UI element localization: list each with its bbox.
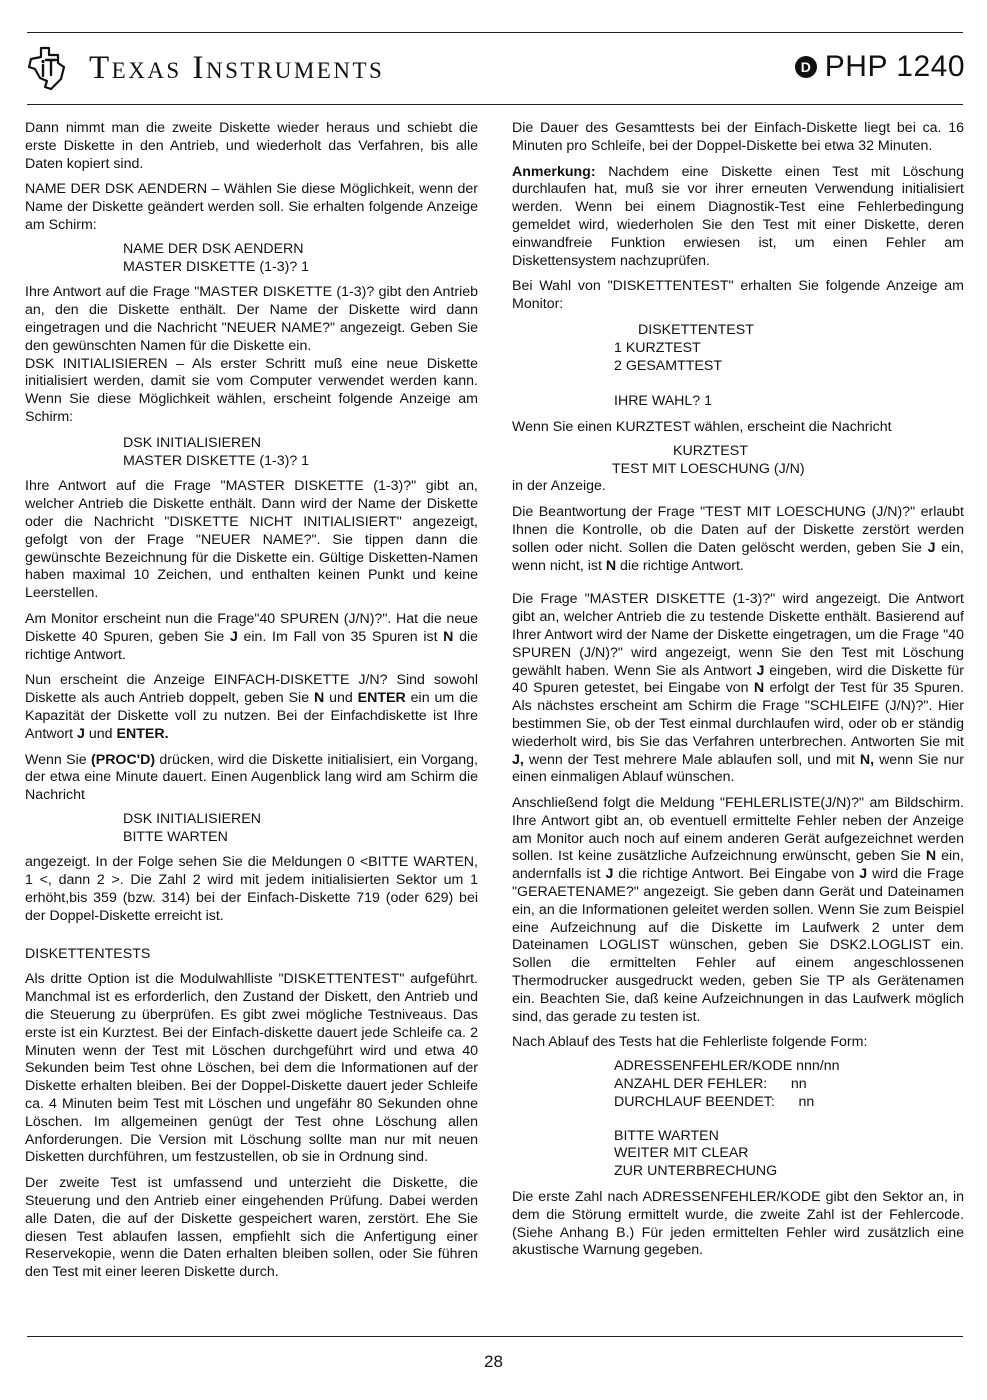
paragraph: Anmerkung: Nachdem eine Diskette einen Test mit Löschung durchlaufen hat, muß sie vor ihrer erneuten Verwendung initialisiert werden. Wenn bei einem Diagnostik-Test eine Fehlerbedingung gemeldet wird, wiederholen Sie den Test mit einer Diskette, deren einwandfreie Funktion erwiesen ist, um einen Fehler am Diskettensystem nachzuprüfen. — [512, 163, 964, 269]
paragraph: Ihre Antwort auf die Frage "MASTER DISKETTE (1-3)?" gibt an, welcher Antrieb die Diskette enthält. Dann wird der Name der Diskette oder die Nachricht "DISKETTE NICHT INITIALISIERT" angezeigt, gefolgt von der Frage "NEUER NAME?". Sie tippen dann die gewünschte Bezeichnung für die Diskette ein. Gültige Disketten-Namen haben maximal 10 Zeichen, und enthalten keinen Punkt und keine Leerstellen. — [25, 478, 478, 602]
paragraph: Als dritte Option ist die Modulwahlliste "DISKETTENTEST" aufgeführt. Manchmal ist es erforderlich, den Zustand der Diskett, den Antrieb und die Steuerung zu überprüfen. Es gibt zwei mögliche Testniveaus. Das erste ist ein Kurztest. Bei der Einfach-diskette dauert jede Schleife ca. 2 Minuten wenn der Test mit Löschen durchgeführt wird und etwa 40 Sekunden beim Test ohne Löschen, bei dem die Informationen auf der Diskette erhalten bleiben. Bei der Doppel-Diskette dauert jeder Schleife ca. 4 Minuten beim Test mit Löschen und ungefähr 80 Sekunden ohne Löschen. Im allgemeinen genügt der Test ohne Löschung allen Anforderungen. Die Version mit Löschung sollte man nur mit neuen Disketten durchführen, um festzustellen, ob sie in Ordnung sind. — [25, 971, 478, 1166]
paragraph: Nach Ablauf des Tests hat die Fehlerliste folgende Form: — [512, 1034, 868, 1051]
display-line: ADRESSENFEHLER/KODE nnn/nn — [614, 1058, 840, 1075]
display-line: WEITER MIT CLEAR — [614, 1145, 749, 1162]
right-column — [512, 120, 964, 1268]
paragraph: Die Frage "MASTER DISKETTE (1-3)?" wird angezeigt. Die Antwort gibt an, welcher Antrieb die zu testende Diskette enthält. Basierend auf Ihrer Antwort wird der Name der Diskette eingetragen, um die Frage "40 SPUREN (J/N)?" wird angezeigt, wenn Sie den Test mit Löschung gewählt haben. Wenn Sie als Antwort J eingeben, wird die Diskette für 40 Spuren getestet, bei Eingabe von N erfolgt der Test für 35 Spuren. Als nächstes erscheint am Schirm die Frage "SCHLEIFE (J/N)?". Hier bestimmen Sie, ob der Test einmal durchlaufen wird, oder ob er ständig wiederholt wird, bis Sie das Verfahren unterbrechen. Antworten Sie mit J, wenn der Test mehrere Male ablaufen soll, und mit N, wenn Sie nur einen einmaligen Ablauf wünschen. — [512, 591, 964, 786]
display-line: NAME DER DSK AENDERN — [123, 240, 304, 257]
brand-name: Texas Instruments — [89, 49, 385, 86]
display-line: KURZTEST — [673, 442, 748, 459]
display-line: ZUR UNTERBRECHUNG — [614, 1163, 778, 1180]
page-number: 28 — [484, 1352, 503, 1371]
screen-display — [512, 322, 964, 411]
display-line: BITTE WARTEN — [614, 1127, 719, 1144]
paragraph: angezeigt. In der Folge sehen Sie die Meldungen 0 <BITTE WARTEN, 1 <, dann 2 >. Die Zahl 2 wird mit jedem initialisierten Sektor um 1 erhöht,bis 359 (bzw. 314) bei der Einfach-Diskette 719 (oder 629) bei der Doppel-Diskette erreicht ist. — [25, 854, 478, 924]
section-heading: DISKETTENTESTS — [25, 945, 151, 962]
paragraph: Die erste Zahl nach ADRESSENFEHLER/KODE gibt den Sektor an, in dem die Störung ermittelt wurde, die zweite Zahl ist der Fehlercode. (Siehe Anhang B.) Für jeden ermittelten Fehler wird zusätzlich eine akustische Warnung gegeben. — [512, 1189, 964, 1259]
display-line: IHRE WAHL? 1 — [614, 393, 713, 410]
footer-rule — [27, 1336, 963, 1337]
display-line: DSK INITIALISIEREN — [123, 810, 261, 827]
header-rule — [27, 104, 963, 105]
ti-logo-icon — [27, 45, 67, 91]
display-line: BITTE WARTEN — [123, 828, 228, 845]
paragraph: Der zweite Test ist umfassend und unterzieht die Diskette, die Steuerung und den Antrieb einer eingehenden Prüfung. Dabei werden alle Daten, die auf der Diskette gespeichert waren, zerstört. Ehe Sie diesen Test ablaufen lassen, empfiehlt sich die Anfertigung einer Reservekopie, wenn die Daten erhalten bleiben sollen, oder Sie führen den Test mit einer leeren Diskette durch. — [25, 1175, 478, 1281]
paragraph: Die Beantwortung der Frage "TEST MIT LOESCHUNG (J/N)?" erlaubt Ihnen die Kontrolle, ob die Daten auf der Diskette zerstört werden sollen oder nicht. Sollen die Daten gelöscht werden, geben Sie J ein, wenn nicht, ist N die richtige Antwort. — [512, 504, 964, 574]
model-number: PHP 1240 — [824, 50, 965, 83]
paragraph: Nun erscheint die Anzeige EINFACH-DISKETTE J/N? Sind sowohl Diskette als auch Antrieb doppelt, geben Sie N und ENTER ein um die Kapazität der Diskette voll zu nutzen. Bei der Einfachdiskette ist Ihre Antwort J und ENTER. — [25, 672, 478, 742]
screen-display — [25, 241, 478, 277]
display-line: MASTER DISKETTE (1-3)? 1 — [123, 452, 310, 469]
screen-display — [512, 443, 964, 479]
paragraph: Bei Wahl von "DISKETTENTEST" erhalten Sie folgende Anzeige am Monitor: — [512, 278, 964, 313]
paragraph: Am Monitor erscheint nun die Frage"40 SPUREN (J/N)?". Hat die neue Diskette 40 Spuren, geben Sie J ein. Im Fall von 35 Spuren ist N die richtige Antwort. — [25, 610, 479, 663]
screen-display — [25, 811, 478, 847]
display-line: DSK INITIALISIEREN — [123, 434, 261, 451]
display-line: 1 KURZTEST — [614, 339, 701, 356]
display-line: TEST MIT LOESCHUNG (J/N) — [612, 460, 805, 477]
paragraph: Wenn Sie einen KURZTEST wählen, erscheint die Nachricht — [512, 418, 892, 435]
paragraph: Die Dauer des Gesamttests bei der Einfach-Diskette liegt bei ca. 16 Minuten pro Schleife, bei der Doppel-Diskette bei etwa 32 Minuten. — [512, 120, 964, 154]
display-line: DISKETTENTEST — [638, 321, 754, 338]
left-column — [25, 120, 478, 1290]
display-line: 2 GESAMTTEST — [614, 357, 722, 374]
paragraph: in der Anzeige. — [512, 478, 606, 495]
paragraph: Wenn Sie (PROC'D) drücken, wird die Diskette initialisiert, ein Vorgang, der etwa eine Minute dauert. Einen Augenblick lang wird am Schirm die Nachricht — [25, 751, 478, 804]
error-list-display — [512, 1058, 964, 1111]
header-logo — [27, 42, 384, 94]
paragraph: Ihre Antwort auf die Frage "MASTER DISKETTE (1-3)? gibt den Antrieb an, den die Diskette enthält. Der Name der Diskette wird dann eingetragen und die Nachricht "NEUER NAME?" angezeigt. Geben Sie den gewünschten Namen für die Diskette ein. — [25, 284, 478, 354]
paragraph: DSK INITIALISIEREN – Als erster Schritt muß eine neue Diskette initialisiert werden, damit sie vom Computer verwendet werden kann. Wenn Sie diese Möglichkeit wählen, erscheint folgende Anzeige am Schirm: — [25, 355, 478, 425]
display-line: DURCHLAUF BEENDET: nn — [614, 1093, 815, 1110]
model-label — [795, 50, 965, 84]
display-line: ANZAHL DER FEHLER: nn — [614, 1076, 807, 1093]
display-line: MASTER DISKETTE (1-3)? 1 — [123, 258, 310, 275]
screen-display — [25, 435, 478, 471]
paragraph: Dann nimmt man die zweite Diskette wieder heraus und schiebt die erste Diskette in den Antrieb, und wiederholt das Verfahren, bis alle Daten kopiert sind. — [25, 120, 478, 172]
paragraph: Anschließend folgt die Meldung "FEHLERLISTE(J/N)?" am Bildschirm. Ihre Antwort gibt an, ob eventuell ermittelte Fehler neben der Anzeige am Monitor auch noch auf einem anderen Gerät aufgezeichnet werden sollen. Ist keine zusätzliche Aufzeichnung erwünscht, geben Sie N ein, andernfalls ist J die richtige Antwort. Bei Eingabe von J wird die Frage "GERAETENAME?" angezeigt. Sie geben dann Gerät und Dateinamen ein, an die Informationen geleitet werden sollen. Wenn Sie zum Beispiel eine Aufzeichnung auf die Diskette im Laufwerk 2 unter dem Dateinamen LOGLIST wünschen, geben Sie DSK2.LOGLIST ein. Sollen die ermittelten Fehler auf einem angeschlossenen Thermodrucker ausgedruckt weden, geben Sie TP als Gerätenamen ein. Beachten Sie, daß keine Aufzeichnungen in das Laufwerk möglich sind, das gerade zu testen ist. — [512, 795, 964, 1025]
paragraph: NAME DER DSK AENDERN – Wählen Sie diese Möglichkeit, wenn der Name der Diskette geändert werden soll. Sie erhalten folgende Anzeige am Schirm: — [25, 181, 478, 233]
top-rule — [27, 32, 963, 33]
screen-display — [512, 1128, 964, 1181]
language-badge: D — [795, 56, 817, 78]
